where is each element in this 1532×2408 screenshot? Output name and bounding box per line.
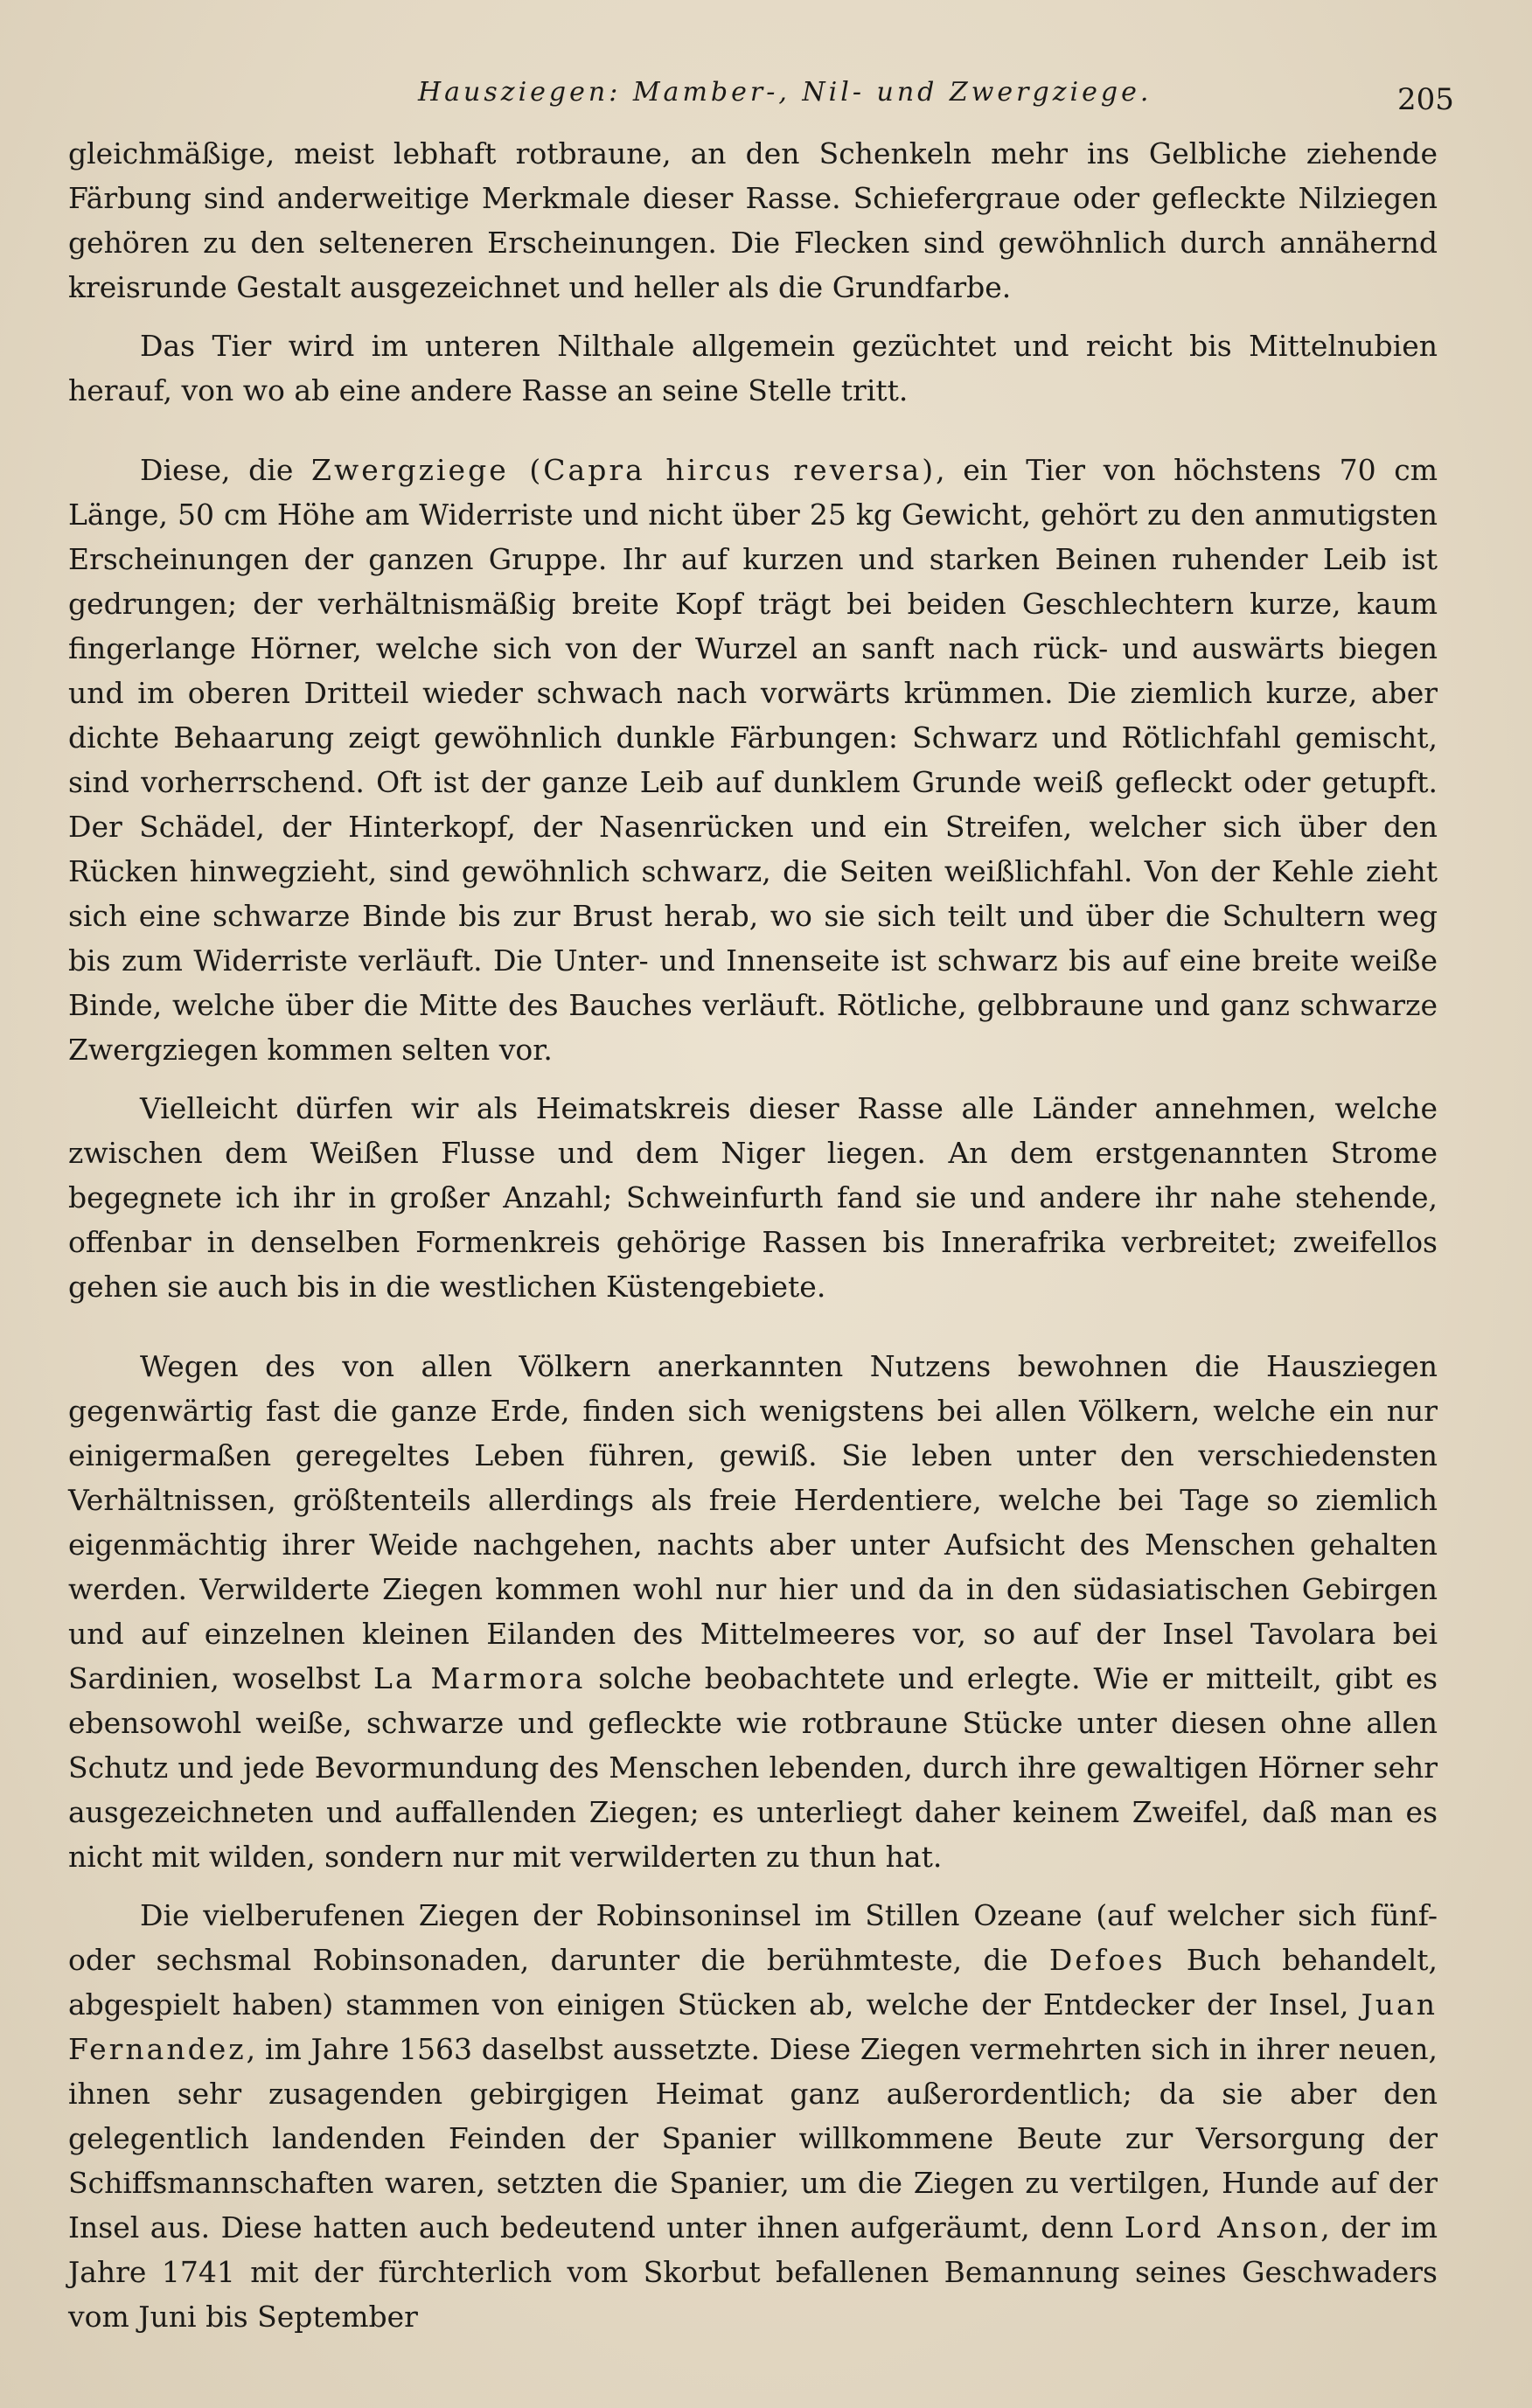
paragraph-robinson-island-goats	[68, 1893, 1438, 2339]
running-title: Hausziegen: Mamber-, Nil- und Zwergziege.	[418, 77, 1152, 108]
person-name: Defoes	[1048, 1943, 1166, 1977]
running-head	[0, 72, 1532, 124]
paragraph-text: , im Jahre 1563 daselbst aussetzte. Diese Ziegen vermehrten sich in ihrer neuen, ihnen sehr zusagenden gebirgigen Heimat ganz außerordentlich; da sie aber den gelegentlich landenden Feinden der Spanier willkommene Beute zur Versorgung der Schiffsmannschaften waren, setzten die Spanier, um die Ziegen zu vertilgen, Hunde auf der Insel aus. Diese hatten auch bedeutend unter ihnen aufgeräumt, denn	[68, 2032, 1438, 2244]
paragraph-dwarf-goat-range: Vielleicht dürfen wir als Heimatskreis dieser Rasse alle Länder annehmen, welche zwischen dem Weißen Flusse und dem Niger liegen. An dem erstgenannten Strome begegnete ich ihr in großer Anzahl; Schweinfurth fand sie und andere ihr nahe stehende, offenbar in denselben Formenkreis gehörige Rassen bis Innerafrika verbreitet; zweifellos gehen sie auch bis in die westlichen Küstengebiete.	[68, 1091, 1438, 1304]
person-name: Lord Anson	[1124, 2210, 1321, 2244]
species-name: Zwergziege (Capra hircus reversa)	[311, 453, 937, 487]
paragraph-dwarf-goat-description	[68, 448, 1438, 1072]
person-name: Juan Fernandez	[68, 1987, 1438, 2066]
paragraph-nile-goat-coloring: gleichmäßige, meist lebhaft rotbraune, an den Schenkeln mehr ins Gelbliche ziehende Färbung sind anderweitige Merkmale dieser Rasse. Schiefergraue oder gefleckte Nilziegen gehören zu den selteneren Erscheinungen. Die Flecken sind gewöhnlich durch annähernd kreisrunde Gestalt ausgezeichnet und heller als die Grundfarbe.	[68, 136, 1438, 304]
paragraph-domestic-goats-worldwide	[68, 1344, 1438, 1879]
page-number: 205	[1397, 82, 1454, 117]
person-name: La Marmora	[373, 1661, 586, 1695]
paragraph-text: , ein Tier von höchstens 70 cm Länge, 50 cm Höhe am Widerriste und nicht über 25 kg Gewicht, gehört zu den anmutigsten Erscheinungen der ganzen Gruppe. Ihr auf kurzen und starken Beinen ruhender Leib ist gedrungen; der verhältnismäßig breite Kopf trägt bei beiden Geschlechtern kurze, kaum fingerlange Hörner, welche sich von der Wurzel an sanft nach rück- und auswärts biegen und im oberen Dritteil wieder schwach nach vorwärts krümmen. Die ziemlich kurze, aber dichte Behaarung zeigt gewöhnlich dunkle Färbungen: Schwarz und Rötlichfahl gemischt, sind vorherrschend. Oft ist der ganze Leib auf dunklem Grunde weiß gefleckt oder getupft. Der Schädel, der Hinterkopf, der Nasenrücken und ein Streifen, welcher sich über den Rücken hinwegzieht, sind gewöhnlich schwarz, die Seiten weißlichfahl. Von der Kehle zieht sich eine schwarze Binde bis zur Brust herab, wo sie sich teilt und über die Schultern weg bis zum Widerriste verläuft. Die Unter- und Innenseite ist schwarz bis auf eine breite weiße Binde, welche über die Mitte des Bauches verläuft. Rötliche, gelbbraune und ganz schwarze Zwergziegen kommen selten vor.	[68, 453, 1438, 1067]
paragraph-nile-goat-range: Das Tier wird im unteren Nilthale allgemein gezüchtet und reicht bis Mittelnubien herauf, von wo ab eine andere Rasse an seine Stelle tritt.	[68, 329, 1438, 407]
body-text	[68, 131, 1438, 2339]
paragraph-text: Buch behandelt, abgespielt haben) stammen von einigen Stücken ab, welche der Entdecker der Insel,	[68, 1943, 1438, 2022]
paragraph-text: , der im Jahre 1741 mit der fürchterlich vom Skorbut befallenen Bemannung seines Geschwaders vom Juni bis September	[68, 2210, 1438, 2334]
paragraph-text: Diese, die	[140, 453, 312, 487]
paragraph-text: solche beobachtete und erlegte. Wie er mitteilt, gibt es ebensowohl weiße, schwarze und gefleckte wie rotbraune Stücke unter diesen ohne allen Schutz und jede Bevormundung des Menschen lebenden, durch ihre gewaltigen Hörner sehr ausgezeichneten und auffallenden Ziegen; es unterliegt daher keinem Zweifel, daß man es nicht mit wilden, sondern nur mit verwilderten zu thun hat.	[68, 1661, 1438, 1874]
paragraph-text: Die vielberufenen Ziegen der Robinsoninsel im Stillen Ozeane (auf welcher sich fünf- oder sechsmal Robinsonaden, darunter die berühmteste, die	[68, 1898, 1438, 1977]
paragraph-text: Wegen des von allen Völkern anerkannten Nutzens bewohnen die Hausziegen gegenwärtig fast die ganze Erde, finden sich wenigstens bei allen Völkern, welche ein nur einigermaßen geregeltes Leben führen, gewiß. Sie leben unter den verschiedensten Verhältnissen, größtenteils allerdings als freie Herdentiere, welche bei Tage so ziemlich eigenmächtig ihrer Weide nachgehen, nachts aber unter Aufsicht des Menschen gehalten werden. Verwilderte Ziegen kommen wohl nur hier und da in den südasiatischen Gebirgen und auf einzelnen kleinen Eilanden des Mittelmeeres vor, so auf der Insel Tavolara bei Sardinien, woselbst	[68, 1349, 1438, 1695]
